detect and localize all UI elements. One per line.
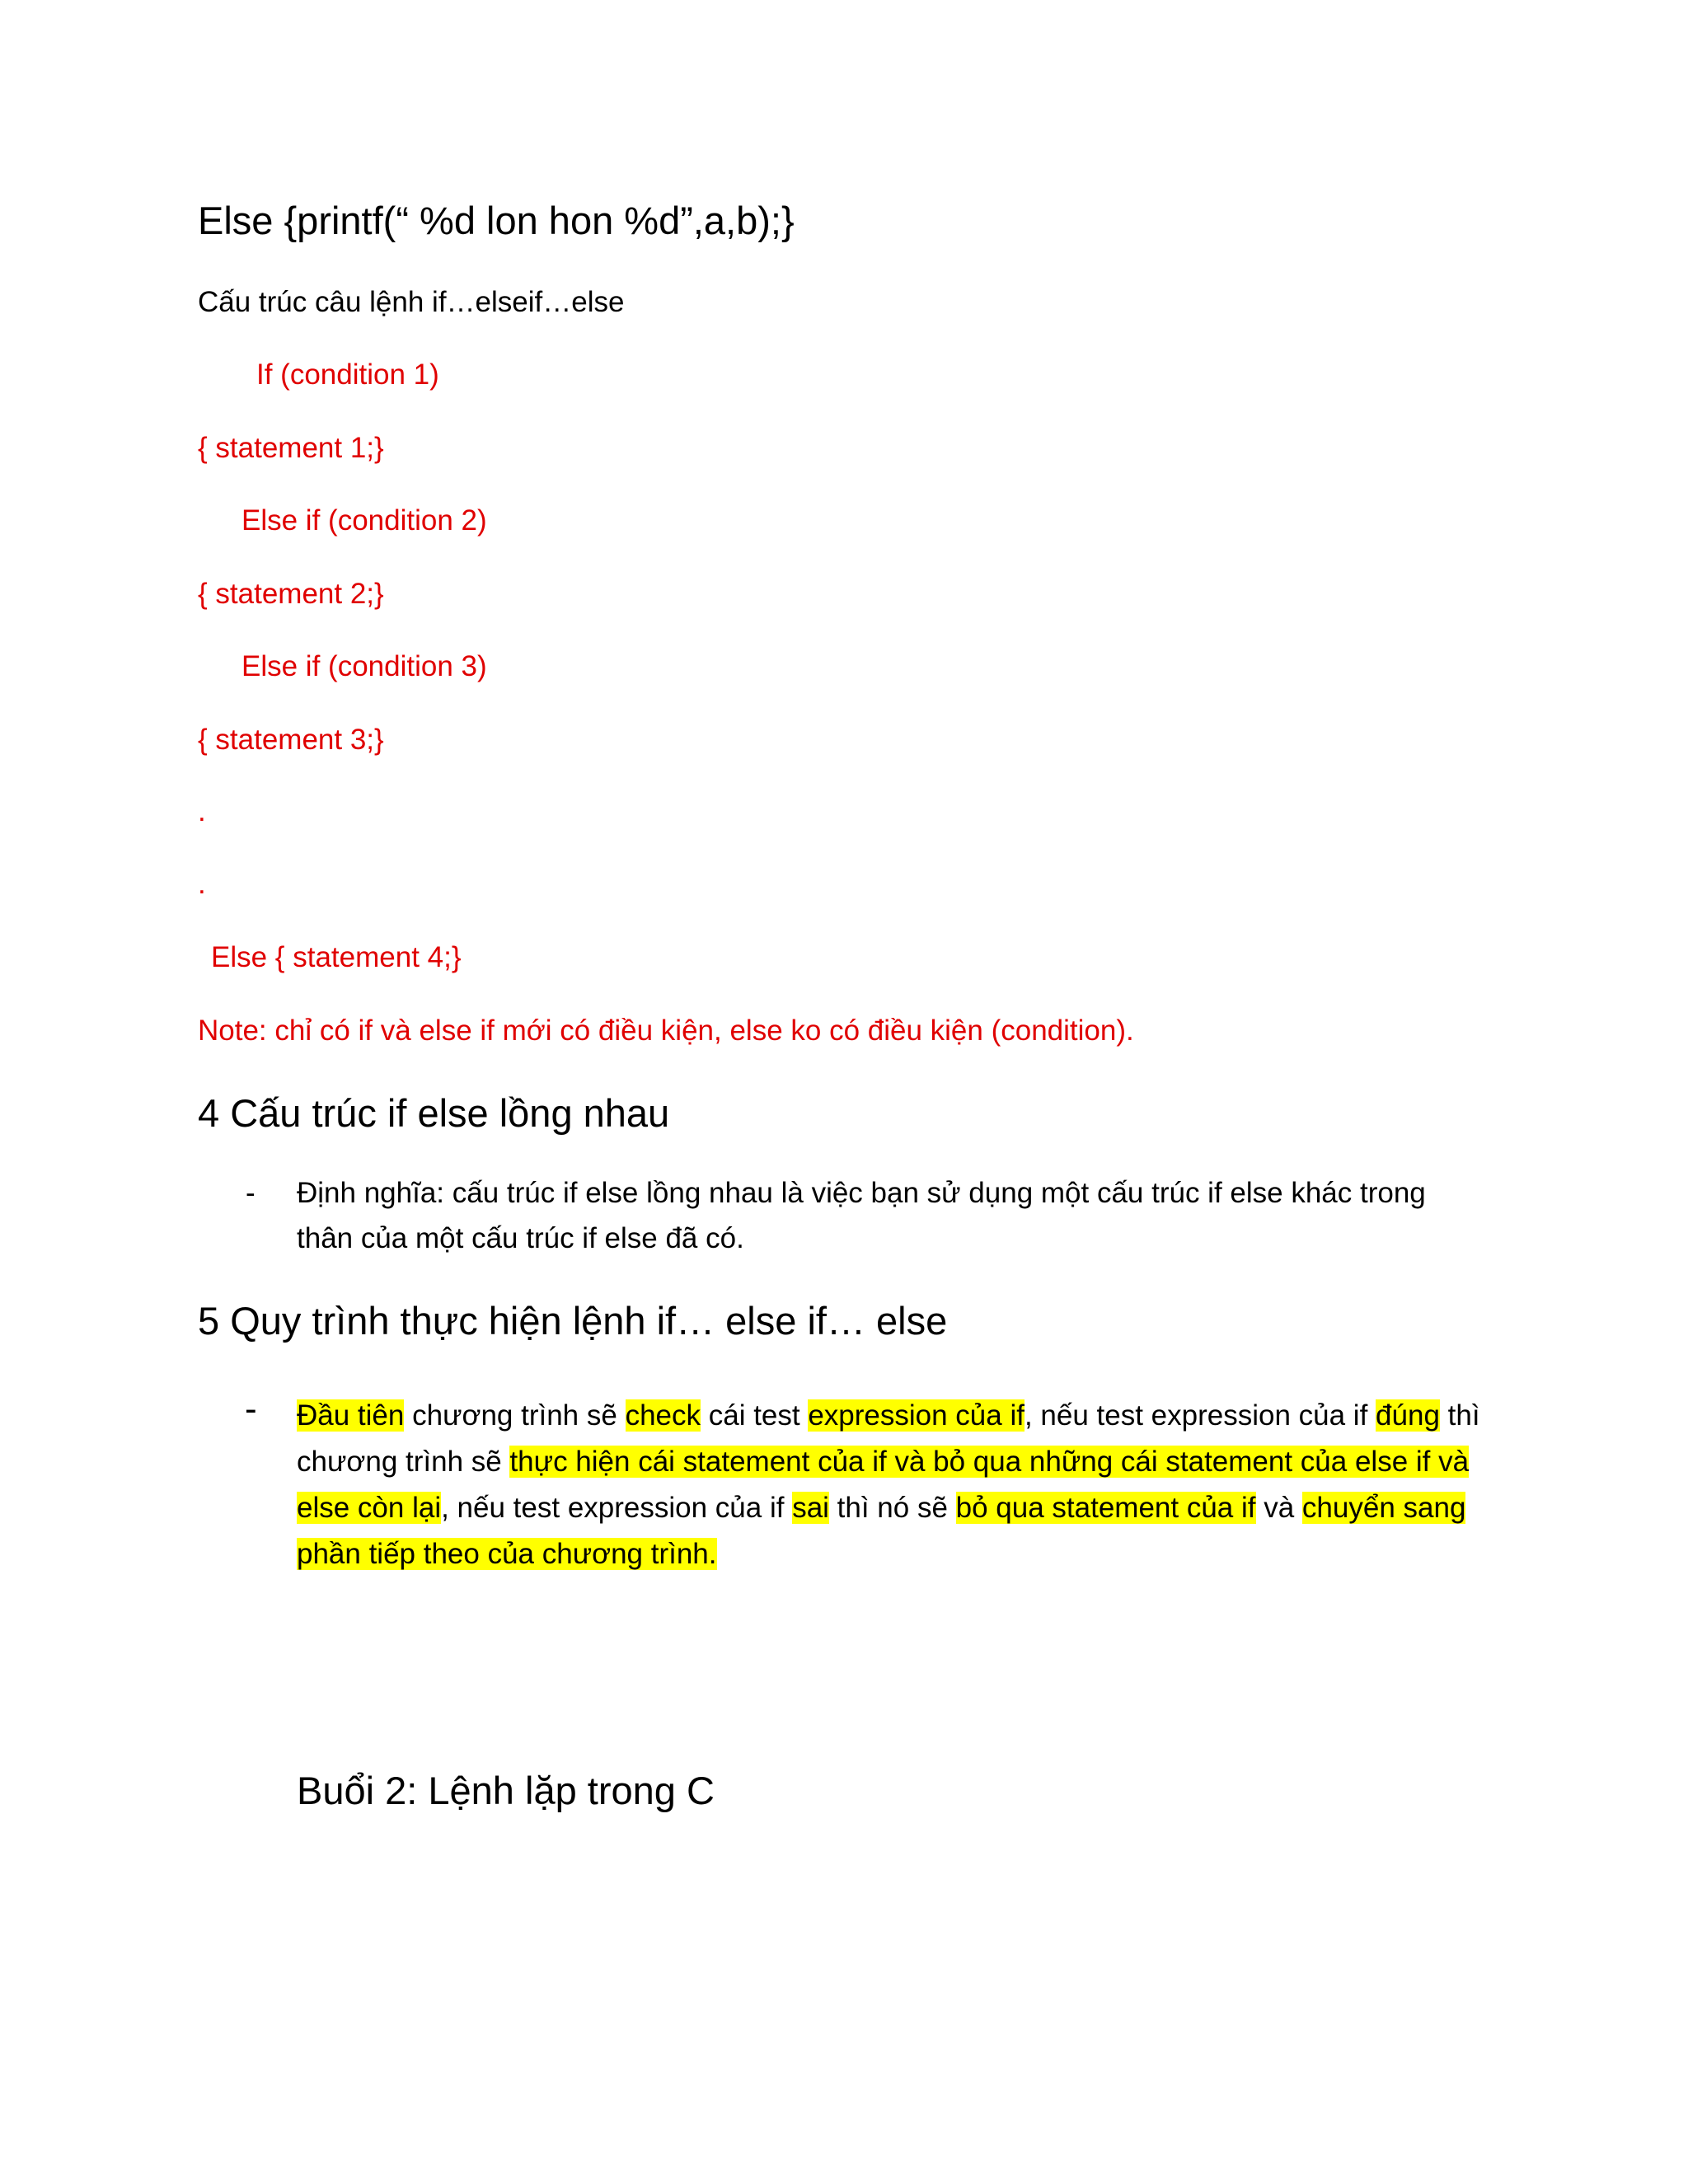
process-text: thì nó sẽ <box>828 1492 956 1524</box>
session-2-title: Buổi 2: Lệnh lặp trong C <box>297 1769 715 1812</box>
process-text: thì chương trình sẽ <box>297 1399 1480 1478</box>
process-text: , nếu test expression của if <box>441 1492 793 1524</box>
process-text: và <box>1255 1492 1302 1524</box>
highlight-check: check <box>625 1399 701 1432</box>
code-dot-1: . <box>198 795 206 827</box>
highlight-execute-statement: thực hiện cái statement của if và bỏ qua những cái statement của else if và else còn lại <box>297 1446 1470 1524</box>
process-paragraph <box>297 1393 1500 1577</box>
heading-4: 4 Cấu trúc if else lồng nhau <box>198 1091 670 1135</box>
highlight-dau-tien: Đầu tiên <box>297 1399 405 1432</box>
heading-5: 5 Quy trình thực hiện lệnh if… else if… else <box>198 1299 948 1343</box>
process-bullet: - <box>245 1389 257 1429</box>
highlight-skip-statement: bỏ qua statement của if <box>955 1492 1256 1524</box>
definition-line-2: thân của một cấu trúc if else đã có. <box>297 1222 744 1254</box>
code-statement-3: { statement 3;} <box>198 724 384 756</box>
definition-line-1: Định nghĩa: cấu trúc if else lồng nhau là việc bạn sử dụng một cấu trúc if else khác trong <box>297 1177 1426 1209</box>
code-else-if-condition-3: Else if (condition 3) <box>241 650 487 682</box>
code-if-condition-1: If (condition 1) <box>256 359 439 391</box>
process-text: , nếu test expression của if <box>1024 1399 1376 1432</box>
code-else-statement-4: Else { statement 4;} <box>211 941 462 973</box>
code-statement-1: { statement 1;} <box>198 432 384 464</box>
code-else-if-condition-2: Else if (condition 2) <box>241 504 487 537</box>
process-text: chương trình sẽ <box>404 1399 626 1432</box>
highlight-expression-of-if: expression của if <box>808 1399 1025 1432</box>
note-line: Note: chỉ có if và else if mới có điều kiện, else ko có điều kiện (condition). <box>198 1015 1134 1047</box>
highlight-sai: sai <box>792 1492 829 1524</box>
highlight-dung: đúng <box>1376 1399 1440 1432</box>
code-dot-2: . <box>198 868 206 900</box>
structure-title: Cấu trúc câu lệnh if…elseif…else <box>198 286 625 318</box>
definition-bullet: - <box>246 1177 256 1209</box>
else-printf-line: Else {printf(“ %d lon hon %d”,a,b);} <box>198 199 795 242</box>
highlight-move-next: chuyển sang phần tiếp theo của chương trình. <box>297 1492 1466 1570</box>
code-statement-2: { statement 2;} <box>198 578 384 610</box>
process-text: cái test <box>701 1399 809 1432</box>
